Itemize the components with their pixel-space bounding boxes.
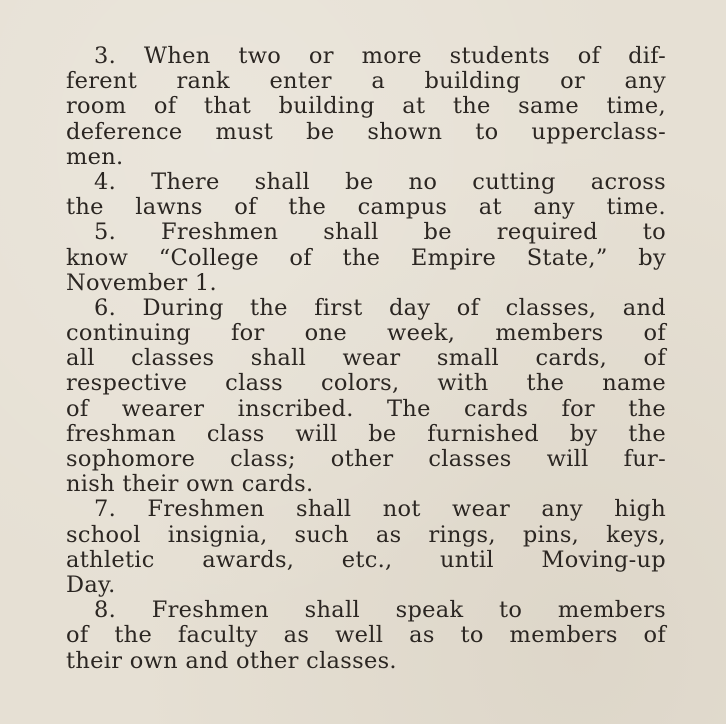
rule-8 (66, 598, 666, 674)
text-line: all classes shall wear small cards, of (66, 345, 666, 372)
text-line: athletic awards, etc., until Moving-up (66, 546, 666, 573)
text-line: 7. Freshmen shall not wear any high (94, 496, 666, 523)
text-line: of the faculty as well as to members of (66, 622, 666, 649)
rule-4 (66, 170, 666, 220)
rules-text-block (66, 44, 666, 674)
text-line: school insignia, such as rings, pins, keys, (66, 521, 666, 548)
rule-7 (66, 497, 666, 598)
text-line: 6. During the first day of classes, and (94, 294, 666, 321)
text-line: deference must be shown to upperclass- (66, 118, 666, 145)
text-line: nish their own cards. (66, 471, 314, 498)
text-line: of wearer inscribed. The cards for the (66, 395, 666, 422)
text-line: ferent rank enter a building or any (66, 68, 666, 95)
text-line: November 1. (66, 269, 217, 296)
text-line: 3. When two or more students of dif- (94, 43, 666, 69)
text-line: the lawns of the campus at any time. (66, 194, 666, 221)
text-line: 8. Freshmen shall speak to members (94, 597, 666, 624)
rule-6 (66, 296, 666, 498)
rule-3 (66, 44, 666, 170)
text-line: their own and other classes. (66, 647, 397, 674)
text-line: men. (66, 143, 124, 170)
text-line: respective class colors, with the name (66, 370, 666, 397)
rule-5 (66, 220, 666, 296)
text-line: continuing for one week, members of (66, 320, 666, 347)
text-line: 5. Freshmen shall be required to (94, 219, 666, 246)
text-line: room of that building at the same time, (66, 93, 666, 120)
text-line: freshman class will be furnished by the (66, 420, 666, 447)
text-line: Day. (66, 571, 116, 598)
text-line: sophomore class; other classes will fur- (66, 446, 666, 472)
text-line: know “College of the Empire State,” by (66, 244, 666, 271)
text-line: 4. There shall be no cutting across (94, 168, 666, 195)
